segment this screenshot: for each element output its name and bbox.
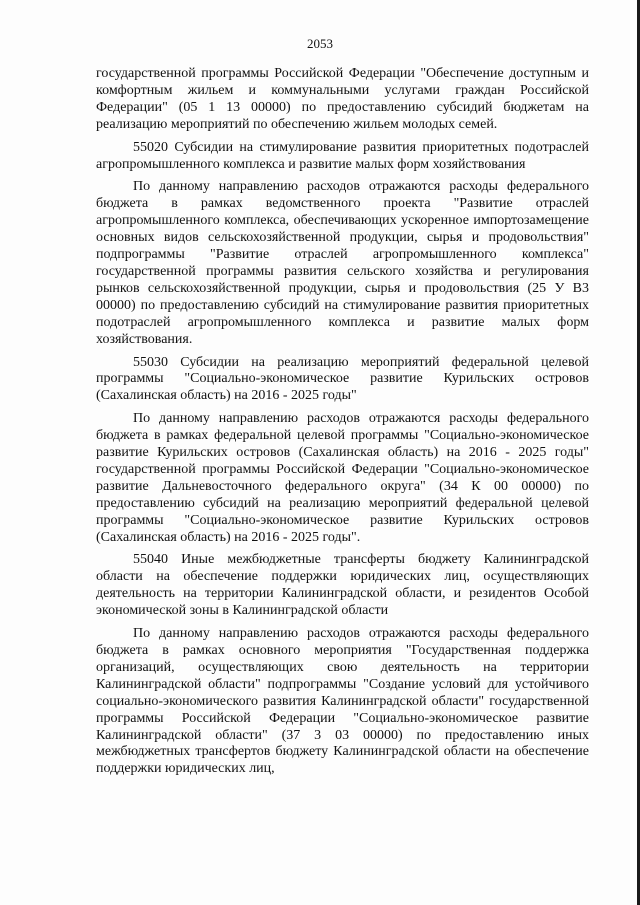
section-heading-55020: 55020 Субсидии на стимулирование развития приоритетных подотраслей агропромышленного комплекса и развитие малых форм хозяйствования (96, 139, 589, 172)
page-number: 2053 (307, 36, 333, 51)
paragraph-55030: По данному направлению расходов отражаются расходы федерального бюджета в рамках федеральной целевой программы "Социально-экономическое развитие Курильских островов (Сахалинская область) на 2016 - 2025 годы" государственной программы Российской Федерации "Социально-экономическое развитие Дальневосточного федерального округа" (34 К 00 00000) по предоставлению субсидий на реализацию мероприятий федеральной целевой программы "Социально-экономическое развитие Курильских островов (Сахалинская область) на 2016 - 2025 годы". (96, 411, 589, 545)
document-body (96, 66, 589, 784)
paragraph-55020: По данному направлению расходов отражаются расходы федерального бюджета в рамках ведомственного проекта "Развитие отраслей агропромышленного комплекса, обеспечивающих ускоренное импортозамещение основных видов сельскохозяйственной продукции, сырья и продовольствия" подпрограммы "Развитие отраслей агропромышленного комплекса" государственной программы развития сельского хозяйства и регулирования рынков сельскохозяйственной продукции, сырья и продовольствия (25 У В3 00000) по предоставлению субсидий на стимулирование развития приоритетных подотраслей агропромышленного комплекса и развитие малых форм хозяйствования. (96, 179, 589, 347)
section-heading-55030: 55030 Субсидии на реализацию мероприятий федеральной целевой программы "Социально-экономическое развитие Курильских островов (Сахалинская область) на 2016 - 2025 годы" (96, 354, 589, 404)
paragraph-55040: По данному направлению расходов отражаются расходы федерального бюджета в рамках основного мероприятия "Государственная поддержка организаций, осуществляющих свою деятельность на территории Калининградской области" подпрограммы "Создание условий для устойчивого социально-экономического развития Калининградской области" государственной программы Российской Федерации "Социально-экономическое развитие Калининградской области" (37 3 03 00000) по предоставлению иных межбюджетных трансфертов бюджету Калининградской области на обеспечение поддержки юридических лиц, (96, 626, 589, 777)
paragraph-1: государственной программы Российской Федерации "Обеспечение доступным и комфортным жильем и коммунальными услугами граждан Российской Федерации" (05 1 13 00000) по предоставлению субсидий бюджетам на реализацию мероприятий по обеспечению жильем молодых семей. (96, 66, 589, 132)
section-heading-55040: 55040 Иные межбюджетные трансферты бюджету Калининградской области на обеспечение поддержки юридических лиц, осуществляющих деятельность на территории Калининградской области, и резидентов Особой экономической зоны в Калининградской области (96, 552, 589, 619)
